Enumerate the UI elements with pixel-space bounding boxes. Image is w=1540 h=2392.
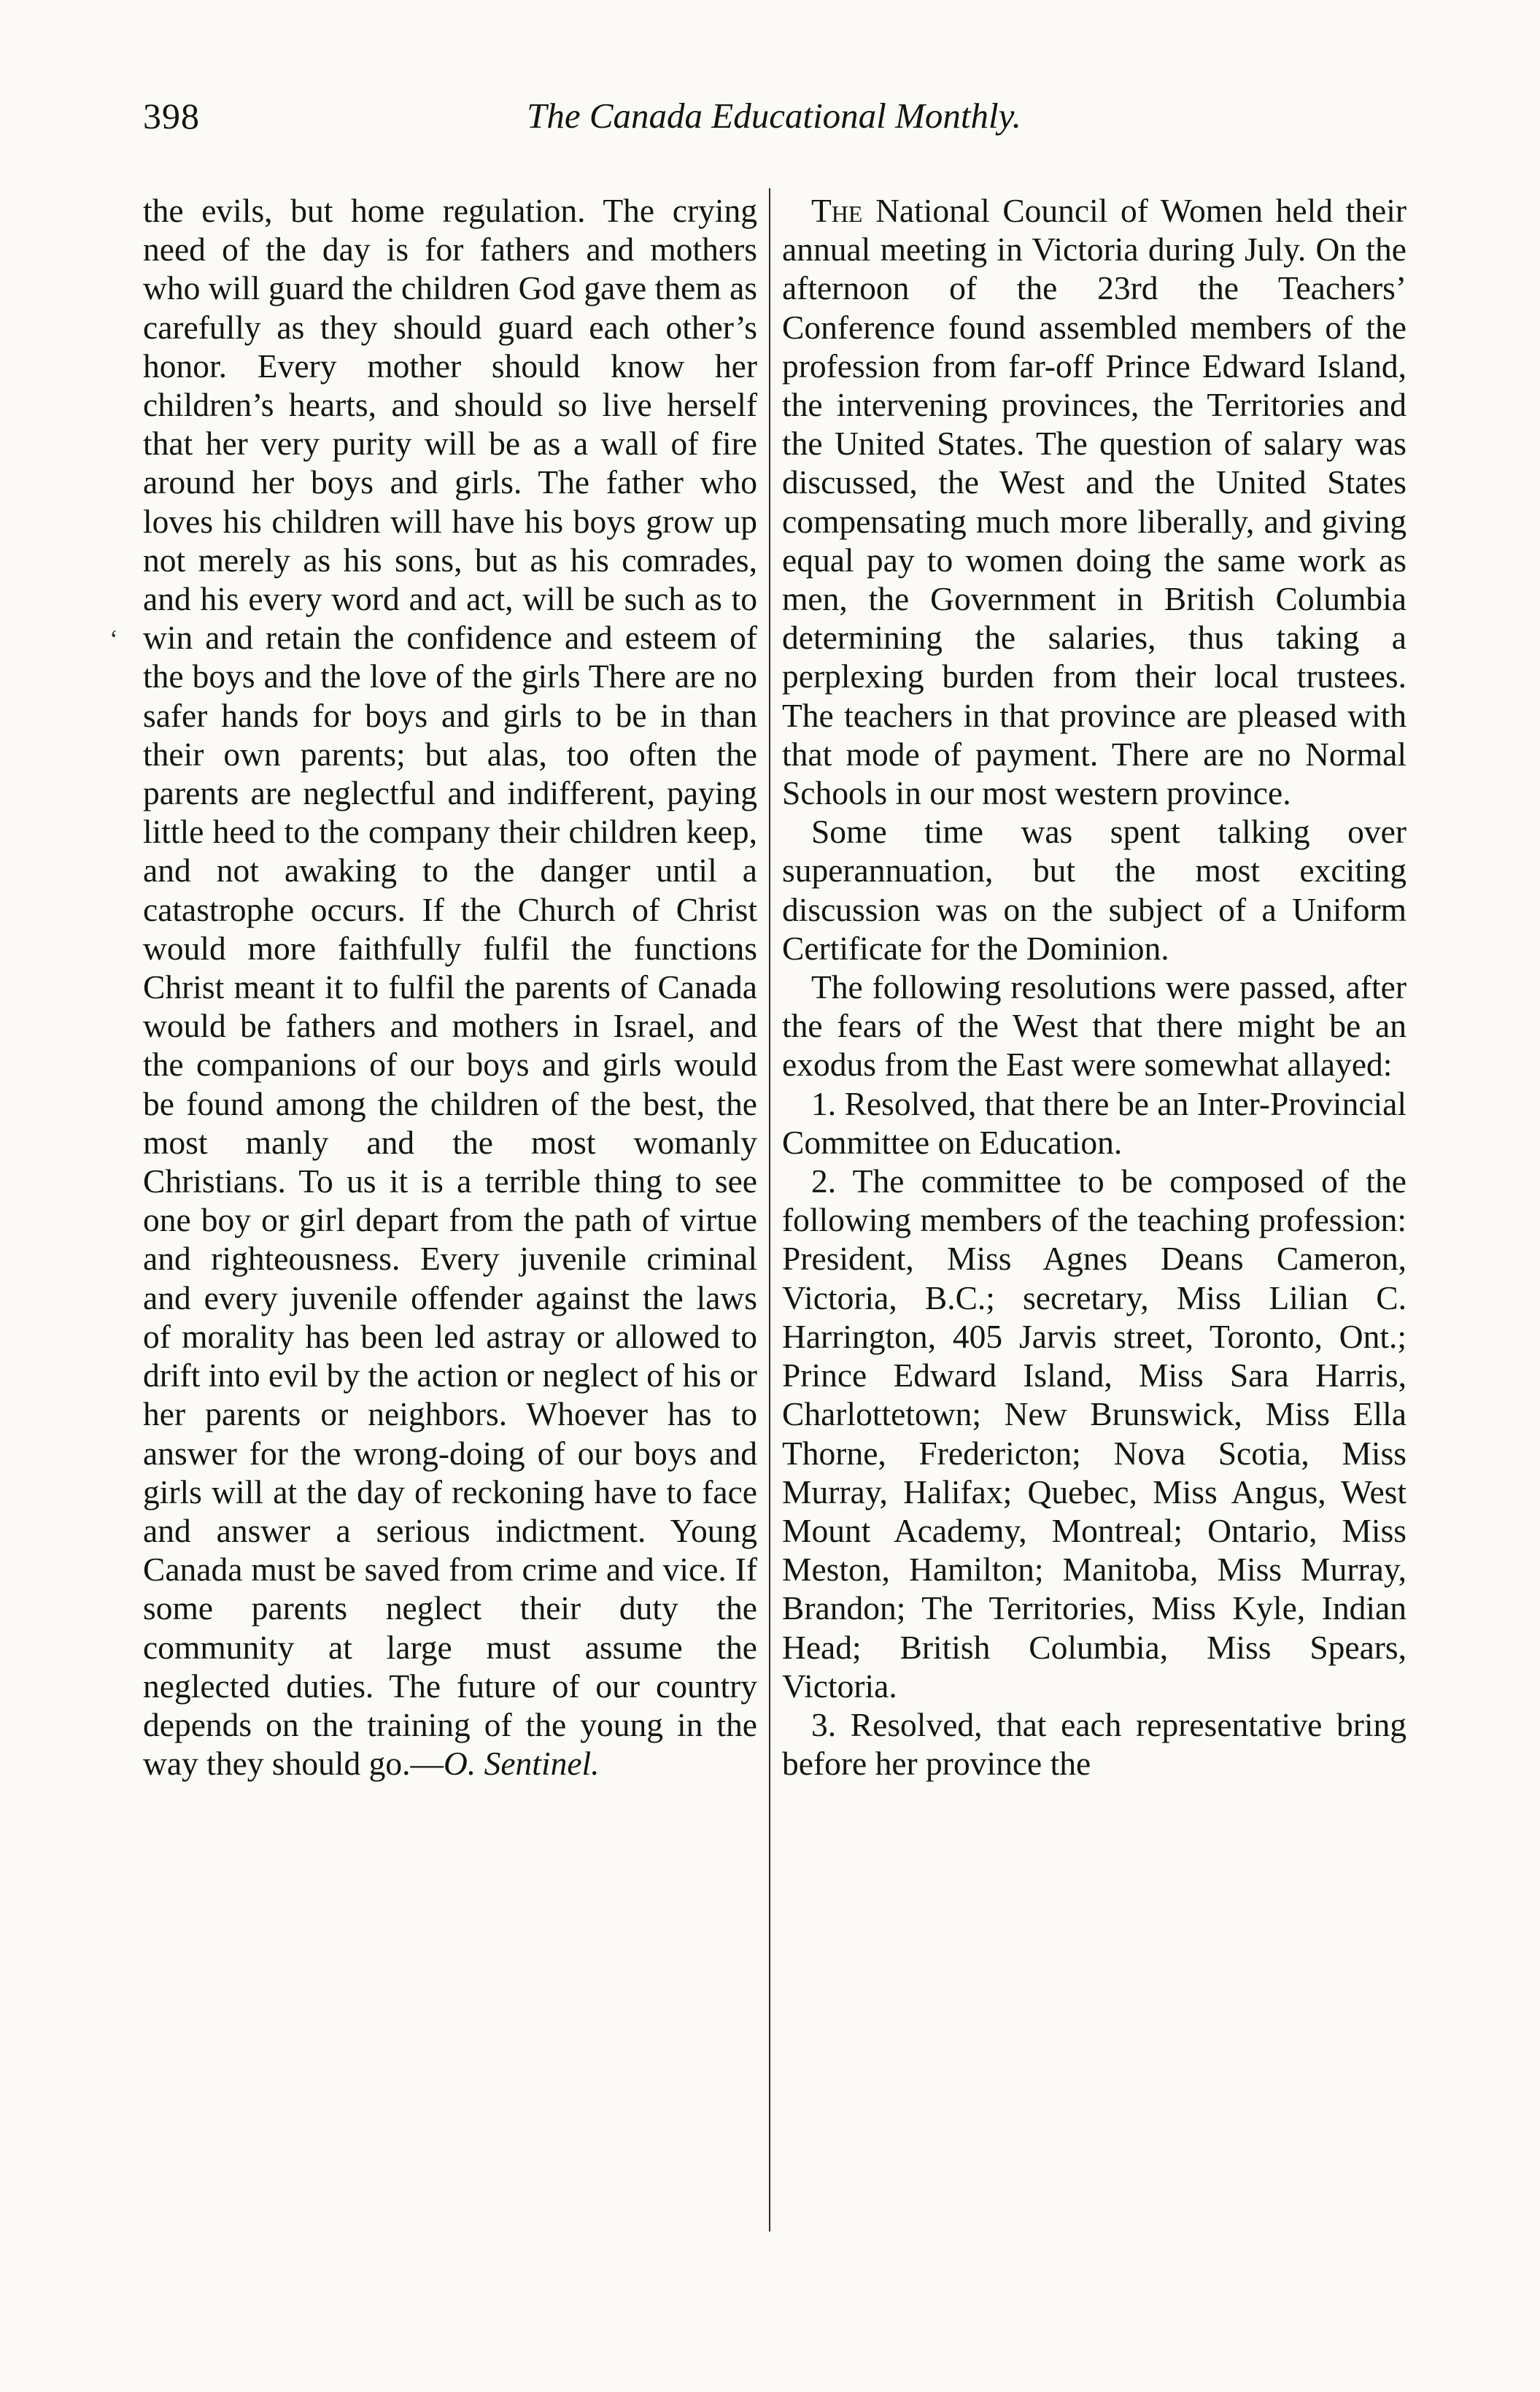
page-number: 398 — [143, 96, 200, 136]
resolution-3: 3. Resolved, that each representative bring before her province the — [782, 1705, 1406, 1783]
left-paragraph-1-text: the evils, but home regulation. The crying need of the day is for fathers and mothers who will guard the children God gave them as carefully as they should guard each other’s honor. Every mother should know her children’s hearts, and should so live herself that her very purity will be as a wall of fire around her boys and girls. The father who loves his children will have his boys grow up not merely as his sons, but as his comrades, and his every word and act, will be such as to win and retain the confidence and esteem of the boys and the love of the girls There are no safer hands for boys and girls to be in than their own parents; but alas, too often the parents are neglectful and indifferent, paying little heed to the company their children keep, and not awaking to the danger until a catastrophe occurs. If the Church of Christ would more faithfully fulfil the functions Christ meant it to fulfil the parents of Canada would be fathers and mothers in Israel, and the companions of our boys and girls would be found among the children of the best, the most manly and the most womanly Christians. To us it is a terrible thing to see one boy or girl depart from the path of virtue and righteousness. Every juvenile criminal and every juvenile offender against the laws of morality has been led astray or allowed to drift into evil by the action or neglect of his or her parents or neighbors. Whoever has to answer for the wrong-doing of our boys and girls will at the day of reckoning have to face and answer a serious indictment. Young Canada must be saved from crime and vice. If some parents neglect their duty the community at large must assume the neglected duties. The future of our country depends on the training of the young in the way they should go.— — [143, 192, 757, 1783]
right-paragraph-2: Some time was spent talking over superannuation, but the most exciting discussion was on the subject of a Uniform Certificate for the Dominion. — [782, 813, 1406, 967]
resolution-1: 1. Resolved, that there be an Inter-Provincial Committee on Education. — [782, 1084, 1406, 1161]
page-header — [143, 95, 1405, 146]
running-title: The Canada Educational Monthly. — [527, 96, 1021, 136]
right-paragraph-1-lead: The — [811, 192, 863, 229]
right-paragraph-1 — [782, 191, 1406, 812]
left-paragraph-1 — [143, 191, 757, 1783]
column-divider — [769, 188, 770, 2231]
source-attribution: O. Sentinel. — [444, 1745, 600, 1783]
right-column — [782, 191, 1406, 1783]
right-paragraph-1-text: National Council of Women held their annual meeting in Victoria during July. On the afternoon of the 23rd the Teachers’ Conference found assembled members of the profession from far-off Prince Edward Island, the intervening provinces, the Territories and the United States. The question of salary was discussed, the West and the United States compensating much more liberally, and giving equal pay to women doing the same work as men, the Government in British Columbia determining the salaries, thus taking a perplexing burden from their local trustees. The teachers in that province are pleased with that mode of payment. There are no Normal Schools in our most western province. — [782, 192, 1407, 812]
right-paragraph-3: The following resolutions were passed, after the fears of the West that there might be an exodus from the East were somewhat allayed: — [782, 968, 1406, 1084]
left-column — [143, 191, 757, 1783]
margin-mark: ‘ — [109, 625, 118, 654]
resolution-2: 2. The committee to be composed of the following members of the teaching profession: President, Miss Agnes Deans Cameron, Victoria, B.C.; secretary, Miss Lilian C. Harrington, 405 Jarvis street, Toronto, Ont.; Prince Edward Island, Miss Sara Harris, Charlottetown; New Brunswick, Miss Ella Thorne, Fredericton; Nova Scotia, Miss Murray, Halifax; Quebec, Miss Angus, West Mount Academy, Montreal; Ontario, Miss Meston, Hamilton; Manitoba, Miss Murray, Brandon; The Territories, Miss Kyle, Indian Head; British Columbia, Miss Spears, Victoria. — [782, 1162, 1406, 1705]
